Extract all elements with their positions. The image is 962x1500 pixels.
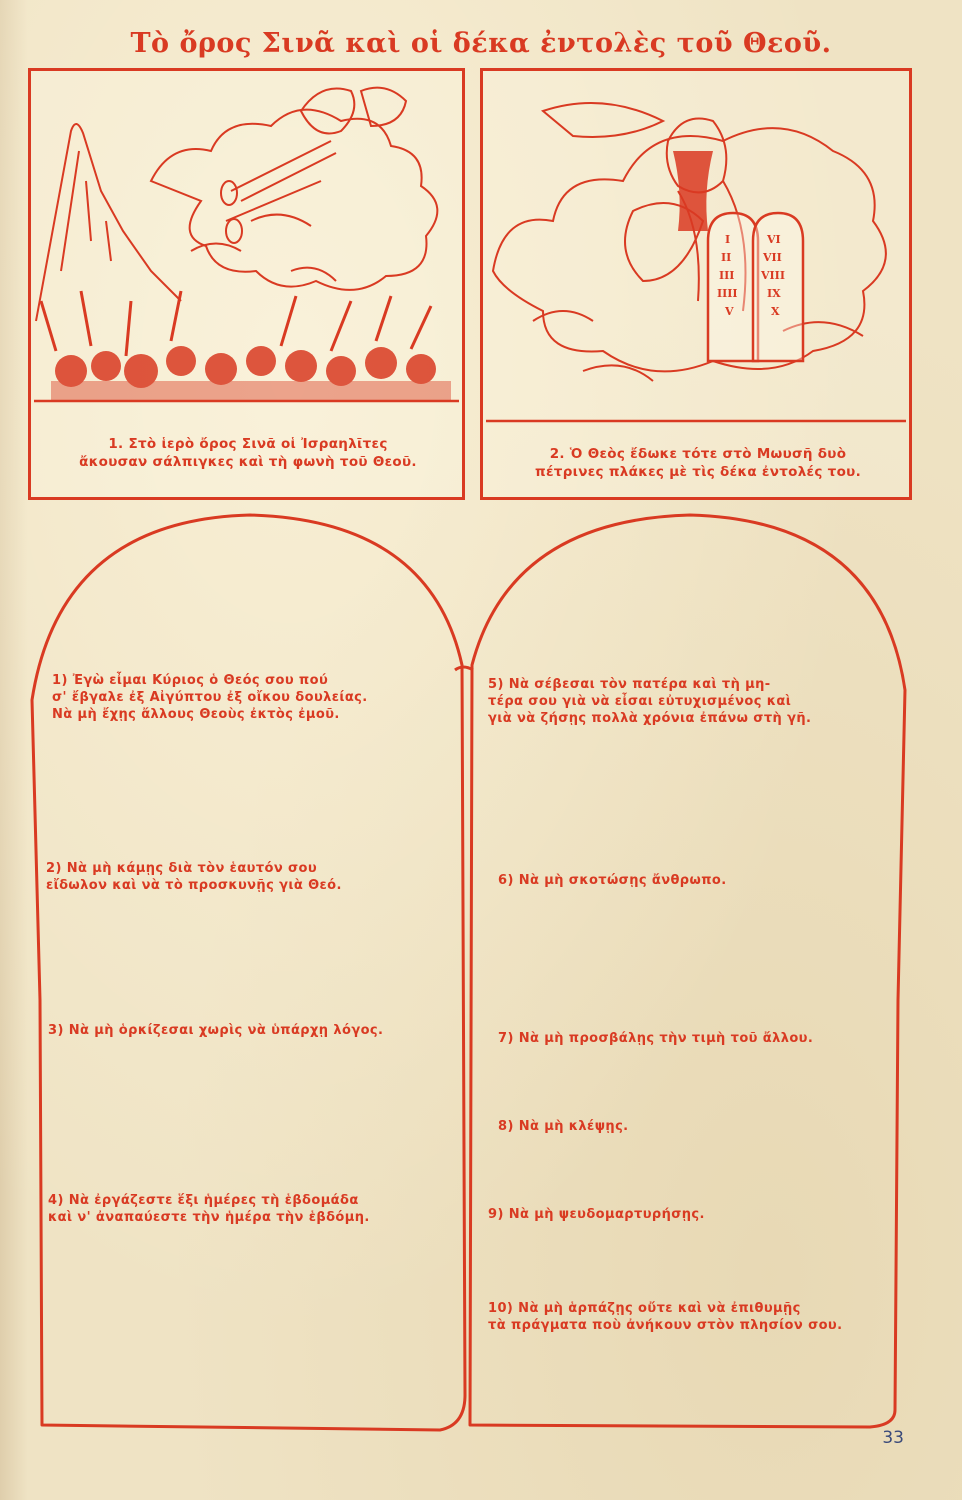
right-tablet-outline	[470, 515, 905, 1427]
commandment-line: γιὰ νὰ ζήσῃς πολλὰ χρόνια ἐπάνω στὴ γῆ.	[488, 711, 812, 726]
commandment-5	[488, 676, 888, 727]
commandment-line: 8) Νὰ μὴ κλέψῃς.	[498, 1119, 629, 1134]
tablet-numeral: IX	[767, 287, 781, 300]
tablet-numeral: VII	[763, 251, 782, 264]
commandment-4	[48, 1192, 458, 1226]
left-tablet-outline	[32, 515, 465, 1430]
commandment-line: τέρα σου γιὰ νὰ εἶσαι εὐτυχισμένος καὶ	[488, 694, 792, 709]
commandment-1	[52, 672, 454, 723]
commandment-line: Νὰ μὴ ἔχῃς ἄλλους Θεοὺς ἐκτὸς ἐμοῦ.	[52, 707, 340, 722]
commandment-line: 1) Ἐγὼ εἶμαι Κύριος ὁ Θεός σου πού	[52, 673, 329, 688]
commandment-line: καὶ ν' ἀναπαύεστε τὴν ἡμέρα τὴν ἑβδόμη.	[48, 1210, 370, 1225]
commandment-line: 7) Νὰ μὴ προσβάλῃς τὴν τιμὴ τοῦ ἄλλου.	[498, 1031, 814, 1046]
tablet-numeral: VI	[767, 233, 781, 246]
tablet-numeral: X	[771, 305, 780, 318]
caption-line: 2. Ὁ Θεὸς ἔδωκε τότε στὸ Μωυσῆ δυὸ	[549, 446, 847, 462]
commandment-7	[498, 1030, 888, 1047]
commandment-9	[488, 1206, 878, 1223]
commandment-8	[498, 1118, 878, 1135]
commandment-line: 3) Νὰ μὴ ὁρκίζεσαι χωρὶς νὰ ὑπάρχῃ λόγος.	[48, 1023, 384, 1038]
commandment-line: 5) Νὰ σέβεσαι τὸν πατέρα καὶ τὴ μη-	[488, 677, 771, 692]
caption-line: ἄκουσαν σάλπιγκες καὶ τὴ φωνὴ τοῦ Θεοῦ.	[79, 454, 417, 470]
tablet-numeral: II	[721, 251, 732, 264]
caption-line: 1. Στὸ ἱερὸ ὄρος Σινᾶ οἱ Ἰσραηλῖτες	[108, 436, 388, 452]
commandment-line: 6) Νὰ μὴ σκοτώσῃς ἄνθρωπο.	[498, 873, 727, 888]
caption-line: πέτρινες πλάκες μὲ τὶς δέκα ἐντολές του.	[534, 464, 862, 480]
commandment-2	[46, 860, 446, 894]
commandment-10	[488, 1300, 888, 1334]
commandment-line: 4) Νὰ ἐργάζεστε ἕξι ἡμέρες τὴ ἑβδομάδα	[48, 1193, 359, 1208]
commandment-line: σ' ἔβγαλε ἐξ Αἰγύπτου ἐξ οἴκου δουλείας.	[52, 690, 368, 705]
tablet-numeral: IIII	[717, 287, 738, 300]
commandment-line: 10) Νὰ μὴ ἁρπάζῃς οὔτε καὶ νὰ ἐπιθυμῇς	[488, 1301, 801, 1316]
page-number: 33	[882, 1428, 904, 1448]
commandment-line: 2) Νὰ μὴ κάμῃς διὰ τὸν ἑαυτόν σου	[46, 861, 318, 876]
commandment-line: εἴδωλον καὶ νὰ τὸ προσκυνῇς γιὰ Θεό.	[46, 878, 342, 893]
tablet-numeral: V	[725, 305, 734, 318]
page-title: Τὸ ὄρος Σινᾶ καὶ οἱ δέκα ἐντολὲς τοῦ Θεοῦ.	[130, 28, 832, 59]
tablet-numeral: III	[719, 269, 735, 282]
commandment-line: 9) Νὰ μὴ ψευδομαρτυρήσῃς.	[488, 1207, 705, 1222]
commandment-line: τὰ πράγματα ποὺ ἀνήκουν στὸν πλησίον σου.	[488, 1318, 843, 1333]
tablet-numeral: I	[725, 233, 731, 246]
tablet-numeral: VIII	[761, 269, 785, 282]
commandment-6	[498, 872, 878, 889]
commandment-3	[48, 1022, 448, 1039]
